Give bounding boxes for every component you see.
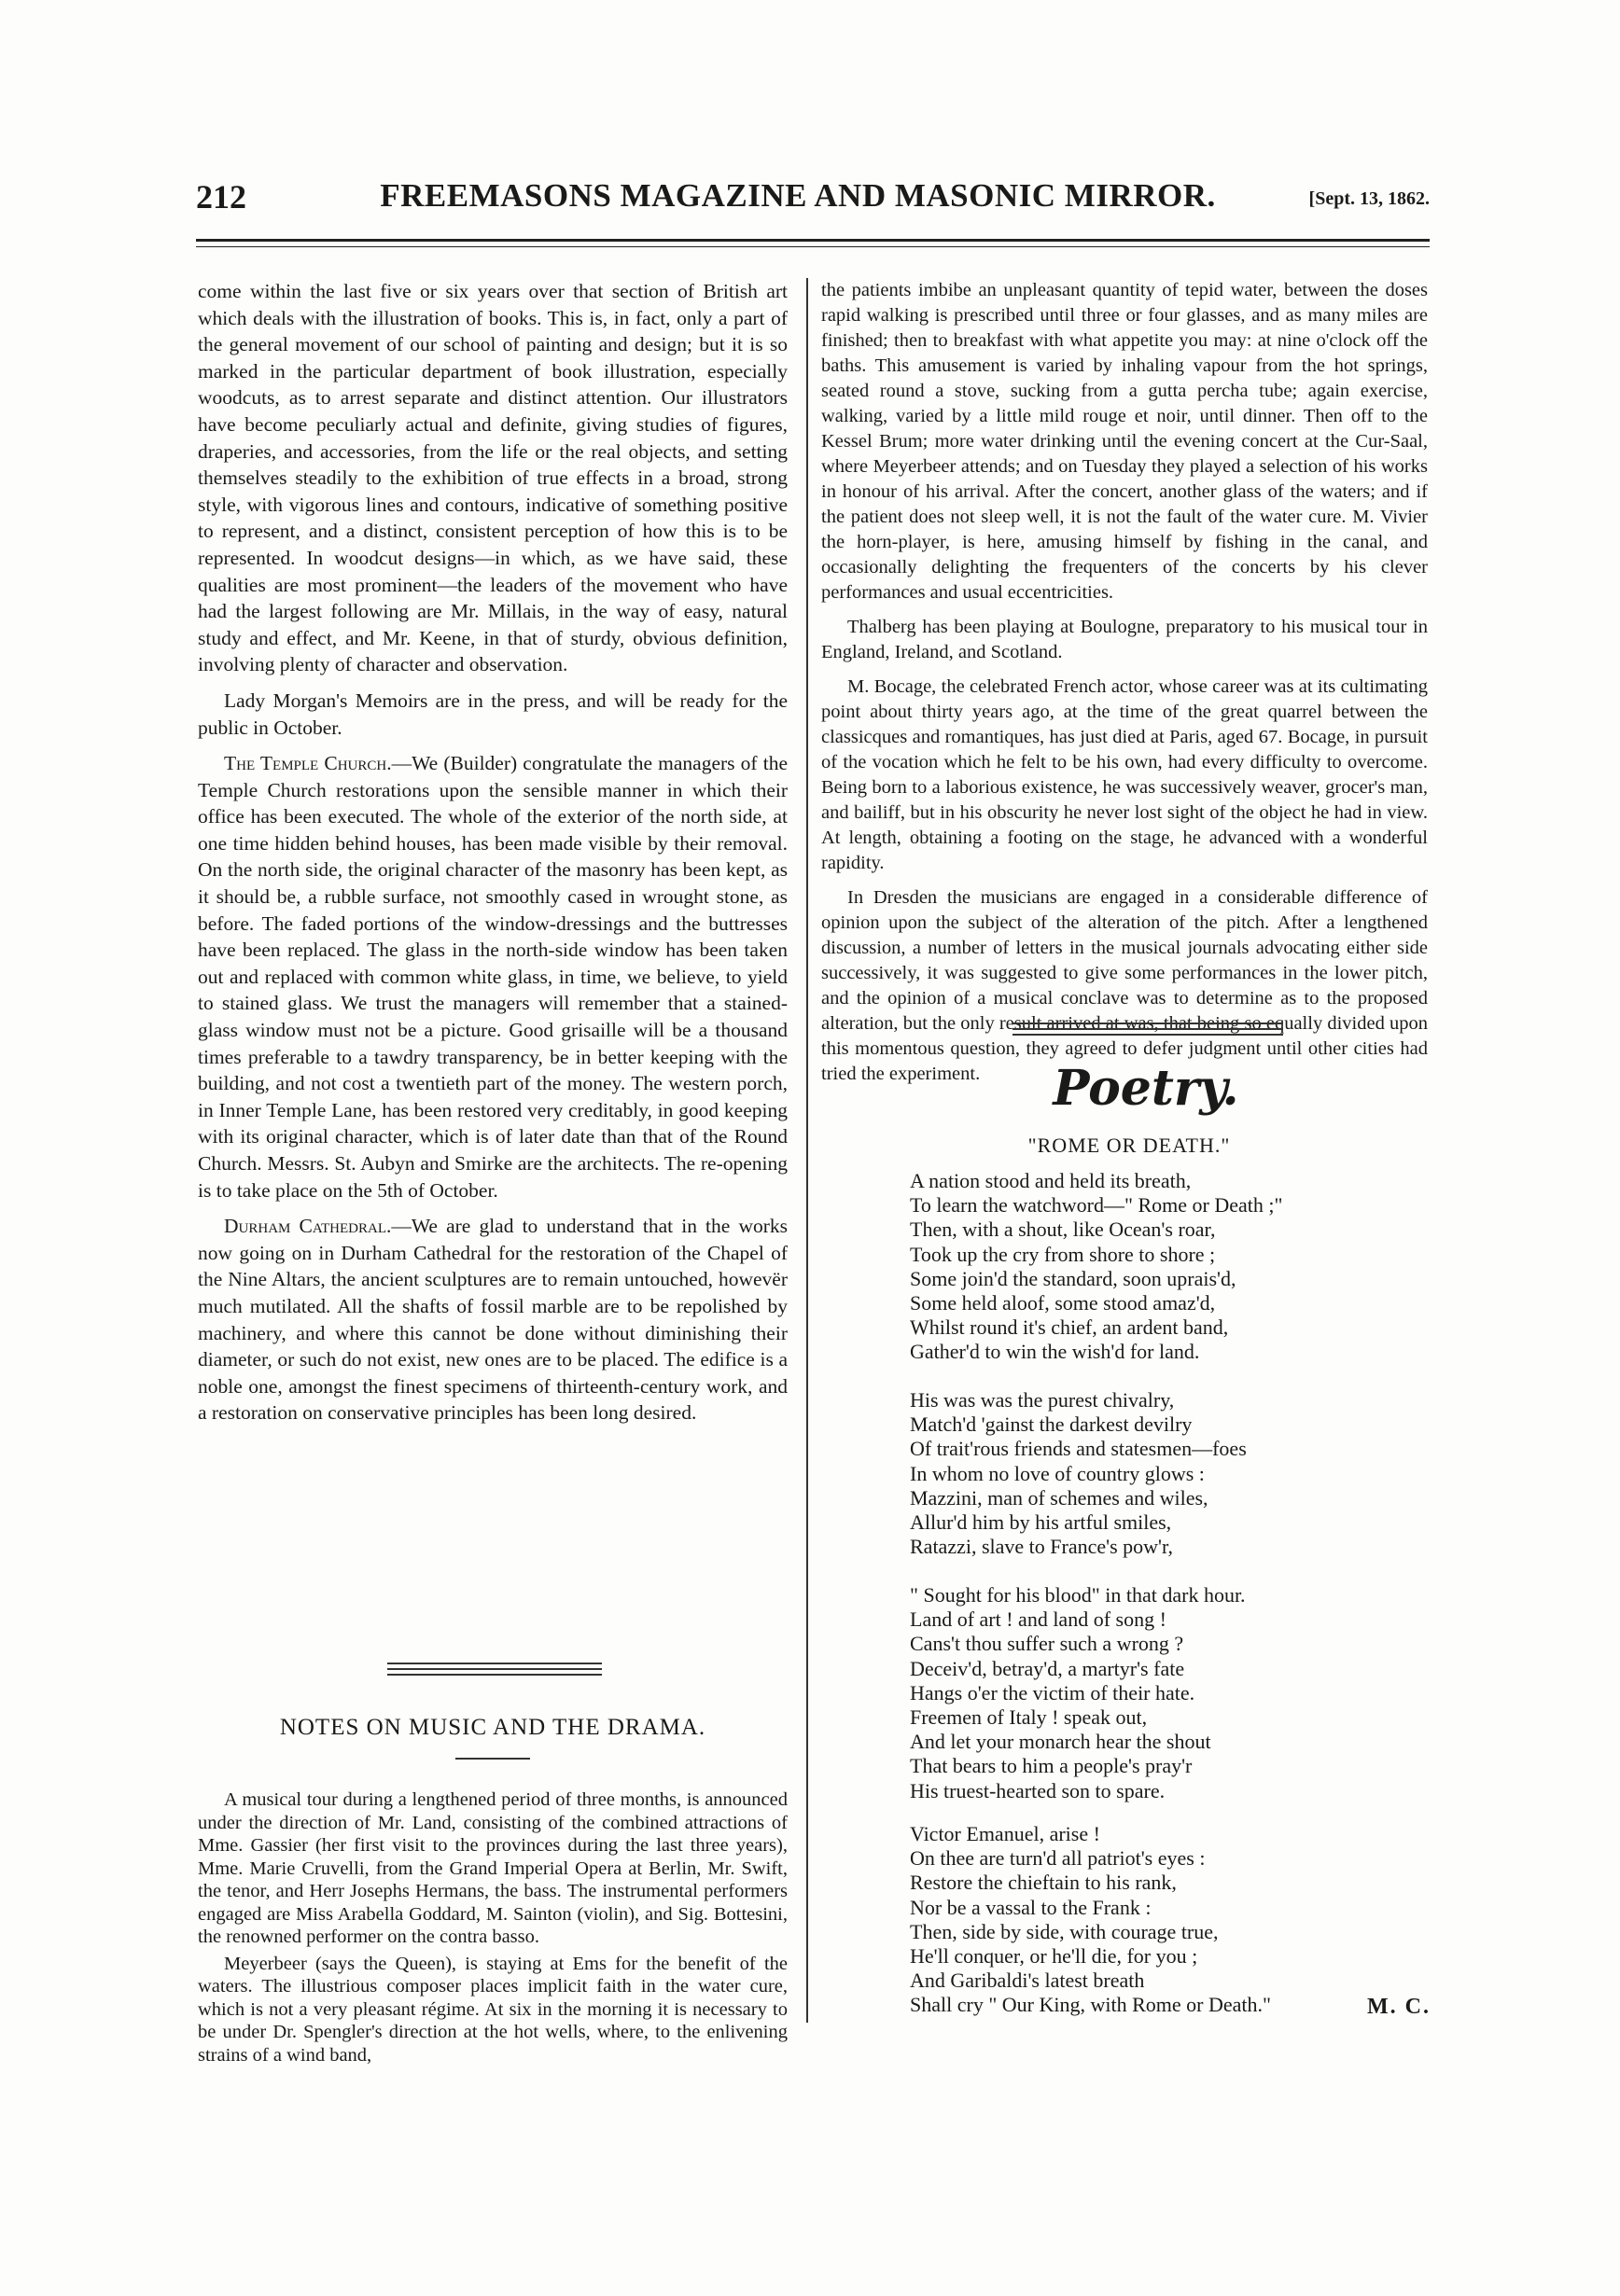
poem-stanza (910, 1169, 1282, 1365)
poetry-separator (1008, 1023, 1288, 1039)
durham-paragraph (198, 1213, 788, 1426)
durham-text: —We are glad to understand that in the works now going on in Durham Cathedral for the restoration of the Chapel of the Nine Altars, the ancient sculptures are to remain untouched, howevër much mutilated. All the shafts of fossil marble are to be repolished by machinery, and where this cannot be done without diminishing their diameter, or such do not exist, new ones are to be placed. The edifice is a noble one, amongst the finest specimens of thirteenth-century work, and a restoration on conservative principles has been long desired. (198, 1215, 788, 1425)
title-underline (455, 1758, 530, 1760)
poem-line: Of trait'rous friends and statesmen—foes (910, 1437, 1247, 1461)
music-column (198, 1788, 788, 2070)
poem-line: And Garibaldi's latest breath (910, 1969, 1145, 1993)
poetry-heading: Poetry. (1053, 1060, 1239, 1117)
poem-line: He'll conquer, or he'll die, for you ; (910, 1944, 1198, 1969)
temple-church-text: —We (Builder) congratulate the managers of the Temple Church restorations upon the sensible manner in which their office has been executed. The whole of the exterior of the north side, at one time hidden behind houses, has been made visible by their removal. On the north side, the original character of the masonry has been kept, as it should be, a rubble surface, not smoothly cased in wrought stone, as before. The faded portions of the window-dressings and the buttresses have been replaced. The glass in the north-side window has been taken out and replaced with common white glass, in time, we believe, to yield to stained glass. We trust the managers will remember that a stained-glass window must not be a picture. Good grisaille will be a thousand times preferable to a tawdry transparency, be in better keeping with the building, and not cost a twentieth part of the money. The western porch, in Inner Temple Lane, has been restored very creditably, in good keeping with its original character, which is of later date than that of the Round Church. Messrs. St. Aubyn and Smirke are the architects. The re-opening is to take place on the 5th of October. (198, 752, 788, 1202)
poem-line: Some held aloof, some stood amaz'd, (910, 1291, 1216, 1315)
poem-signature: M. C. (1367, 1995, 1431, 2019)
music-paragraph: Meyerbeer (says the Queen), is staying at Ems for the benefit of the waters. The illustrious composer places implicit faith in the water cure, which is not a very pleasant régime. At six in the morning it is necessary to be under Dr. Spengler's direction at the hot wells, where, to the enlivening strains of a wind band, (198, 1953, 788, 2066)
poem-line: Freemen of Italy ! speak out, (910, 1705, 1148, 1730)
poem-line: Nor be a vassal to the Frank : (910, 1895, 1152, 1919)
poem-line: Gather'd to win the wish'd for land. (910, 1340, 1200, 1364)
poem-line: Some join'd the standard, soon uprais'd, (910, 1266, 1236, 1290)
page-number: 212 (196, 178, 246, 216)
poem-stanza (910, 1583, 1246, 1803)
right-column (821, 278, 1428, 1087)
poem-line: Then, side by side, with courage true, (910, 1919, 1219, 1943)
poem-line: Hangs o'er the victim of their hate. (910, 1680, 1195, 1705)
page-header (196, 177, 1430, 224)
poem-line: Allur'd him by his artful smiles, (910, 1510, 1172, 1535)
poem-stanza (910, 1388, 1247, 1559)
music-paragraph: Thalberg has been playing at Boulogne, preparatory to his musical tour in England, Ireland, and Scotland. (821, 617, 1428, 662)
header-rule-thin (196, 246, 1430, 247)
poem-line: To learn the watchword—" Rome or Death ;" (910, 1193, 1283, 1218)
poem-line: A nation stood and held its breath, (910, 1169, 1192, 1192)
article-paragraph: Lady Morgan's Memoirs are in the press, and will be ready for the public in October. (198, 689, 788, 739)
durham-lead: Durham Cathedral. (224, 1215, 392, 1238)
temple-church-lead: The Temple Church. (224, 752, 392, 775)
issue-date: [Sept. 13, 1862. (1308, 188, 1430, 209)
poem-line: Restore the chieftain to his rank, (910, 1871, 1177, 1895)
poem-line: Mazzini, man of schemes and wiles, (910, 1485, 1208, 1510)
poem-line: And let your monarch hear the shout (910, 1730, 1211, 1754)
poem-line: Then, with a shout, like Ocean's roar, (910, 1218, 1216, 1242)
music-paragraph: A musical tour during a lengthened period of three months, is announced under the direction of Mr. Land, consisting of the combined attractions of Mme. Gassier (her first visit to the provinces during the last three years), Mme. Marie Cruvelli, from the Grand Imperial Opera at Berlin, Mr. Swift, the tenor, and Herr Josephs Hermans, the bass. The instrumental performers engaged are Miss Arabella Goddard, M. Sainton (violin), and Sig. Bottesini, the renowned performer on the contra basso. (198, 1789, 788, 1947)
poem-line: Whilst round it's chief, an ardent band, (910, 1315, 1229, 1340)
poem-line: Deceiv'd, betray'd, a martyr's fate (910, 1656, 1185, 1680)
section-separator (373, 1663, 616, 1679)
column-divider (806, 278, 808, 2023)
poem-line: In whom no love of country glows : (910, 1461, 1205, 1485)
poem-line: On thee are turn'd all patriot's eyes : (910, 1846, 1206, 1871)
poem-line: " Sought for his blood" in that dark hour. (910, 1583, 1246, 1607)
masthead-title: FREEMASONS MAGAZINE AND MASONIC MIRROR. (380, 177, 1216, 214)
music-paragraph: the patients imbibe an unpleasant quantity of tepid water, between the doses rapid walking is prescribed until three or four glasses, and as many miles are finished; then to breakfast with what appetite you may: at nine o'clock off the baths. This amusement is varied by inhaling vapour from the hot springs, seated round a stove, sucking from a gutta percha tube; again exercise, walking, varied by a little mild rouge et noir, until dinner. Then off to the Kessel Brum; more water drinking until the evening concert at the Cur-Saal, where Meyerbeer attends; and on Tuesday they played a selection of his works in honour of his arrival. After the concert, another glass of the waters; and if the patient does not sleep well, it is not the fault of the water cure. M. Vivier the horn-player, is here, amusing himself by fishing in the canal, and occasionally delighting the frequenters of the concerts by his clever performances and usual eccentricities. (821, 280, 1428, 603)
poem-line: His truest-hearted son to spare. (910, 1778, 1166, 1802)
poem-line: Took up the cry from shore to shore ; (910, 1242, 1216, 1266)
poem-line: Victor Emanuel, arise ! (910, 1822, 1100, 1845)
left-column (198, 278, 788, 1426)
music-paragraph: In Dresden the musicians are engaged in a considerable difference of opinion upon the subject of the alteration of the pitch. After a lengthened discussion, a number of letters in the musical journals advocating either side successively, it was suggested to give some performances in the lower pitch, and the opinion of a musical conclave was to determine as to the proposed alteration, but the only result arrived at was, that being so equally divided upon this momentous question, they agreed to defer judgment until other cities had tried the experiment. (821, 887, 1428, 1084)
music-section-title: NOTES ON MUSIC AND THE DRAMA. (279, 1715, 706, 1740)
poem-line: Ratazzi, slave to France's pow'r, (910, 1535, 1173, 1559)
music-paragraph: M. Bocage, the celebrated French actor, whose career was at its cultimating point about thirty years ago, at the time of the great quarrel between the classicques and romantiques, has just died at Paris, aged 67. Bocage, in pursuit of the vocation which he felt to be his own, had every difficulty to overcome. Being born to a laborious existence, he was successively weaver, grocer's man, and bailiff, but in his obscurity he never lost sight of the object he had in view. At length, obtaining a footing on the stage, he advanced with a wonderful rapidity. (821, 676, 1428, 873)
poem-line: Shall cry " Our King, with Rome or Death." (910, 1993, 1272, 2017)
poem-title: "ROME OR DEATH." (1027, 1134, 1231, 1157)
article-paragraph: come within the last five or six years over that section of British art which deals with the illustration of books. This is, in fact, only a part of the general movement of our school of painting and design; but it is so marked in the particular department of book illustration, especially woodcuts, as to arrest separate and distinct attention. Our illustrators have become peculiarly actual and definite, giving studies of figures, draperies, and accessories, from the life or the real objects, and setting themselves steadily to the exhibition of true effects in a broad, strong style, with vigorous lines and contours, indicative of something positive to represent, and a distinct, consistent perception of how this is to be represented. In woodcut designs—in which, as we have said, these qualities are most prominent—the leaders of the movement who have had the largest following are Mr. Millais, in the way of easy, natural study and effect, and Mr. Keene, in that of sturdy, obvious definition, involving plenty of character and observation. (198, 280, 788, 676)
poem-line: That bears to him a people's pray'r (910, 1754, 1193, 1778)
poem-line: His was was the purest chivalry, (910, 1388, 1175, 1412)
poem-line: Match'd 'gainst the darkest devilry (910, 1412, 1193, 1437)
header-rule (196, 239, 1430, 242)
poem-line: Cans't thou suffer such a wrong ? (910, 1632, 1184, 1656)
temple-church-paragraph (198, 750, 788, 1204)
poem-line: Land of art ! and land of song ! (910, 1607, 1166, 1632)
poem-stanza (910, 1822, 1271, 2018)
